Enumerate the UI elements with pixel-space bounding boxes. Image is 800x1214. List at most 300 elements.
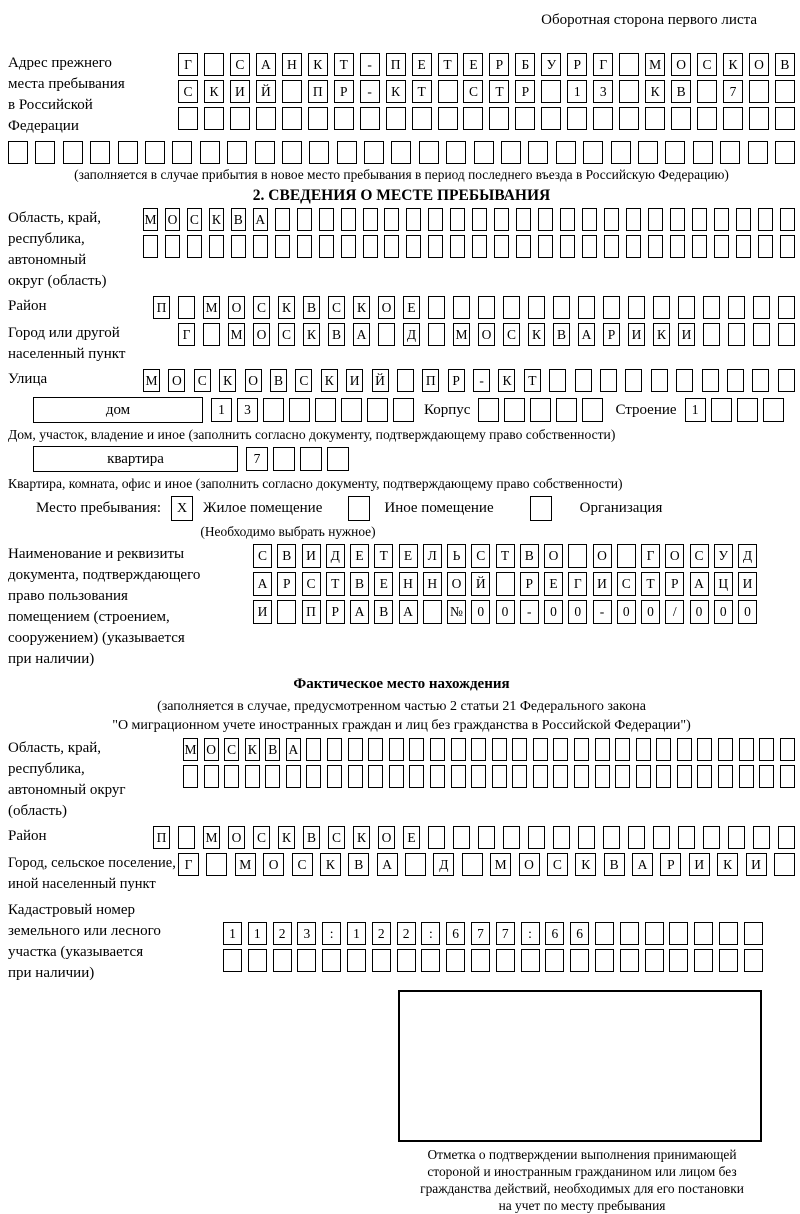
char-box: 0	[544, 600, 563, 624]
char-box	[430, 738, 445, 761]
char-box: С	[295, 369, 312, 392]
char-box	[256, 107, 276, 130]
char-box	[694, 922, 713, 945]
char-box	[419, 141, 439, 164]
char-box	[203, 323, 220, 346]
char-box: В	[350, 572, 369, 596]
char-box	[453, 826, 470, 849]
char-box: 6	[446, 922, 465, 945]
char-box: №	[447, 600, 466, 624]
char-box	[286, 765, 301, 788]
char-box: 0	[714, 600, 733, 624]
char-box	[393, 398, 414, 422]
char-box: В	[553, 323, 570, 346]
char-box	[600, 369, 617, 392]
street-grid	[143, 369, 795, 392]
char-box: Е	[544, 572, 563, 596]
char-box	[676, 369, 693, 392]
char-box	[625, 369, 642, 392]
char-box	[462, 853, 483, 876]
char-box	[780, 765, 795, 788]
char-box	[694, 949, 713, 972]
char-box	[620, 922, 639, 945]
char-box	[753, 323, 770, 346]
label-line: Федерации	[8, 118, 79, 134]
char-box	[604, 235, 619, 258]
char-box: О	[544, 544, 563, 568]
char-box: -	[360, 53, 380, 76]
label-line: Кадастровый номер	[8, 902, 135, 918]
char-box	[678, 826, 695, 849]
char-box: 7	[471, 922, 490, 945]
char-box	[530, 398, 551, 422]
char-box	[204, 53, 224, 76]
char-box	[178, 826, 195, 849]
char-box: 1	[347, 922, 366, 945]
char-box	[438, 80, 458, 103]
actual-region-grid	[183, 738, 795, 788]
char-box	[428, 208, 443, 231]
char-box	[327, 765, 342, 788]
label-line: земельного или лесного	[8, 923, 161, 939]
char-box	[697, 80, 717, 103]
char-box	[626, 235, 641, 258]
char-box: С	[278, 323, 295, 346]
char-box: Д	[326, 544, 345, 568]
char-box: О	[593, 544, 612, 568]
char-box	[512, 738, 527, 761]
char-box	[697, 765, 712, 788]
char-box	[165, 235, 180, 258]
char-box	[501, 141, 521, 164]
city-label	[8, 323, 178, 365]
char-box	[275, 235, 290, 258]
char-box	[619, 53, 639, 76]
other-premises-label: Иное помещение	[384, 500, 494, 516]
char-box	[474, 141, 494, 164]
char-box: Л	[423, 544, 442, 568]
char-box	[549, 369, 566, 392]
char-box	[282, 80, 302, 103]
char-box	[63, 141, 83, 164]
char-box: М	[183, 738, 198, 761]
char-box	[209, 235, 224, 258]
label-line: при наличии)	[8, 651, 95, 667]
char-box: К	[528, 323, 545, 346]
char-box	[341, 208, 356, 231]
char-box: Г	[178, 853, 199, 876]
char-box	[516, 235, 531, 258]
page-side-note: Оборотная сторона первого листа	[541, 12, 757, 28]
char-box: Б	[515, 53, 535, 76]
char-box: Р	[334, 80, 354, 103]
char-box	[651, 369, 668, 392]
char-box: Г	[178, 323, 195, 346]
char-box	[617, 544, 636, 568]
char-box: 2	[372, 922, 391, 945]
char-box: 6	[545, 922, 564, 945]
char-box: М	[143, 208, 158, 231]
char-box: У	[714, 544, 733, 568]
char-box	[759, 765, 774, 788]
label-line: Область, край,	[8, 740, 102, 756]
actual-region-block	[8, 738, 795, 822]
char-box	[118, 141, 138, 164]
char-box: 1	[223, 922, 242, 945]
actual-district-block	[8, 826, 795, 849]
char-box	[389, 765, 404, 788]
char-box: В	[520, 544, 539, 568]
label-line: Адрес прежнего	[8, 55, 112, 71]
char-box: А	[253, 572, 272, 596]
char-box: Е	[399, 544, 418, 568]
char-box: Д	[403, 323, 420, 346]
char-box	[753, 296, 770, 319]
char-box: -	[593, 600, 612, 624]
residential-label: Жилое помещение	[203, 500, 323, 516]
stay-type-label: Место пребывания:	[36, 500, 161, 516]
char-box	[472, 208, 487, 231]
char-box: Т	[334, 53, 354, 76]
char-box: Н	[423, 572, 442, 596]
char-box: Р	[489, 53, 509, 76]
char-box	[494, 235, 509, 258]
char-box	[363, 208, 378, 231]
char-box	[386, 107, 406, 130]
char-box	[578, 826, 595, 849]
district-label: Район	[8, 298, 47, 314]
char-box: О	[253, 323, 270, 346]
char-box	[545, 949, 564, 972]
char-box: Г	[641, 544, 660, 568]
char-box: Р	[665, 572, 684, 596]
char-box	[423, 600, 442, 624]
char-box: С	[503, 323, 520, 346]
char-box	[397, 369, 414, 392]
apartment-block	[33, 446, 795, 472]
char-box: С	[224, 738, 239, 761]
actual-location-note	[8, 697, 795, 735]
char-box: К	[717, 853, 738, 876]
char-box: К	[219, 369, 236, 392]
char-box	[245, 765, 260, 788]
char-box	[648, 235, 663, 258]
char-box: И	[678, 323, 695, 346]
char-box	[446, 141, 466, 164]
char-box: И	[253, 600, 272, 624]
char-box: :	[322, 922, 341, 945]
char-box	[671, 107, 691, 130]
char-box	[503, 826, 520, 849]
char-box	[744, 949, 763, 972]
char-box	[568, 544, 587, 568]
char-box	[406, 235, 421, 258]
char-box: Е	[403, 826, 420, 849]
char-box	[275, 208, 290, 231]
char-box: Г	[593, 53, 613, 76]
char-box	[503, 296, 520, 319]
char-box	[774, 853, 795, 876]
char-box: С	[617, 572, 636, 596]
char-box: Г	[568, 572, 587, 596]
char-box: К	[653, 323, 670, 346]
char-box	[692, 208, 707, 231]
prev-address-label	[8, 53, 178, 137]
char-box	[227, 141, 247, 164]
label-line: республика,	[8, 231, 85, 247]
char-box	[763, 398, 784, 422]
prev-address-row-3	[178, 107, 795, 130]
actual-city-block	[8, 853, 795, 895]
char-box	[553, 296, 570, 319]
char-box	[360, 107, 380, 130]
char-box	[187, 235, 202, 258]
char-box: 7	[246, 447, 268, 471]
char-box	[230, 107, 250, 130]
char-box	[178, 107, 198, 130]
char-box	[615, 738, 630, 761]
char-box: М	[645, 53, 665, 76]
char-box	[363, 235, 378, 258]
char-box	[478, 398, 499, 422]
char-box: С	[253, 826, 270, 849]
char-box: Р	[277, 572, 296, 596]
char-box	[463, 107, 483, 130]
char-box	[334, 107, 354, 130]
char-box: Й	[471, 572, 490, 596]
char-box	[653, 296, 670, 319]
region-label	[8, 208, 143, 292]
char-box	[611, 141, 631, 164]
char-box: А	[253, 208, 268, 231]
char-box	[648, 208, 663, 231]
char-box	[628, 826, 645, 849]
char-box: И	[302, 544, 321, 568]
char-box	[677, 765, 692, 788]
char-box: Т	[496, 544, 515, 568]
char-box	[372, 949, 391, 972]
char-box	[778, 826, 795, 849]
document-grid	[253, 544, 757, 624]
char-box: -	[520, 600, 539, 624]
document-block	[8, 544, 795, 670]
stroenie-row	[685, 398, 784, 422]
char-box: О	[519, 853, 540, 876]
char-box: И	[628, 323, 645, 346]
char-box	[204, 765, 219, 788]
char-box: Т	[374, 544, 393, 568]
char-box	[496, 572, 515, 596]
cadastral-label	[8, 900, 223, 984]
char-box: О	[245, 369, 262, 392]
char-box: К	[498, 369, 515, 392]
char-box	[575, 369, 592, 392]
char-box: А	[578, 323, 595, 346]
char-box	[656, 765, 671, 788]
confirmation-caption	[396, 1146, 768, 1214]
char-box: К	[645, 80, 665, 103]
char-box	[723, 107, 743, 130]
char-box	[692, 235, 707, 258]
char-box: Р	[326, 600, 345, 624]
char-box: Д	[433, 853, 454, 876]
char-box: В	[775, 53, 795, 76]
char-box: С	[302, 572, 321, 596]
char-box: А	[256, 53, 276, 76]
char-box	[669, 922, 688, 945]
char-box	[145, 141, 165, 164]
char-box	[368, 765, 383, 788]
house-block	[33, 397, 755, 423]
char-box: 0	[568, 600, 587, 624]
char-box	[309, 141, 329, 164]
char-box	[496, 949, 515, 972]
char-box	[645, 949, 664, 972]
region-row-2	[143, 235, 795, 258]
char-box: Ь	[447, 544, 466, 568]
char-box: 3	[593, 80, 613, 103]
char-box: М	[228, 323, 245, 346]
char-box: Р	[515, 80, 535, 103]
char-box	[512, 765, 527, 788]
char-box	[780, 738, 795, 761]
char-box	[718, 738, 733, 761]
char-box: И	[689, 853, 710, 876]
char-box	[265, 765, 280, 788]
actual-region-row-1	[183, 738, 795, 761]
char-box: :	[421, 922, 440, 945]
char-box: С	[194, 369, 211, 392]
char-box: 1	[211, 398, 232, 422]
char-box: П	[422, 369, 439, 392]
char-box	[780, 208, 795, 231]
char-box	[703, 296, 720, 319]
char-box	[653, 826, 670, 849]
char-box	[489, 107, 509, 130]
korpus-row	[478, 398, 603, 422]
char-box: К	[209, 208, 224, 231]
char-box	[778, 369, 795, 392]
char-box	[778, 296, 795, 319]
char-box: Р	[567, 53, 587, 76]
char-box: Д	[738, 544, 757, 568]
char-box	[582, 235, 597, 258]
char-box: С	[697, 53, 717, 76]
char-box	[714, 235, 729, 258]
char-box	[553, 738, 568, 761]
char-box	[678, 296, 695, 319]
char-box	[728, 296, 745, 319]
char-box	[224, 765, 239, 788]
label-line: Город или другой	[8, 325, 120, 341]
char-box	[341, 235, 356, 258]
document-row-3	[253, 600, 757, 624]
char-box: 6	[570, 922, 589, 945]
char-box: А	[286, 738, 301, 761]
char-box: 0	[641, 600, 660, 624]
char-box	[711, 398, 732, 422]
label-line: автономный	[8, 252, 87, 268]
char-box	[628, 296, 645, 319]
char-box	[223, 949, 242, 972]
char-box: Й	[256, 80, 276, 103]
char-box: 0	[690, 600, 709, 624]
char-box: 0	[738, 600, 757, 624]
district-row	[153, 296, 795, 319]
label-line: (заполняется в случае, предусмотренном частью 2 статьи 21 Федерального закона	[157, 699, 646, 714]
char-box	[780, 235, 795, 258]
char-box: 2	[397, 922, 416, 945]
char-box	[409, 738, 424, 761]
char-box: В	[303, 826, 320, 849]
char-box	[384, 235, 399, 258]
char-box	[739, 738, 754, 761]
char-box: Ц	[714, 572, 733, 596]
char-box	[515, 107, 535, 130]
char-box: О	[665, 544, 684, 568]
char-box	[438, 107, 458, 130]
section2-title: 2. СВЕДЕНИЯ О МЕСТЕ ПРЕБЫВАНИЯ	[252, 187, 551, 204]
apartment-row	[246, 447, 349, 471]
char-box: В	[270, 369, 287, 392]
city-block	[8, 323, 795, 365]
char-box: С	[328, 826, 345, 849]
char-box	[758, 235, 773, 258]
char-box	[391, 141, 411, 164]
char-box	[528, 296, 545, 319]
char-box: 2	[273, 922, 292, 945]
char-box: Й	[372, 369, 389, 392]
char-box: И	[593, 572, 612, 596]
label-line: Отметка о подтверждении выполнения принимающей	[427, 1147, 737, 1162]
char-box	[319, 235, 334, 258]
char-box	[574, 738, 589, 761]
char-box: 1	[685, 398, 706, 422]
char-box	[556, 141, 576, 164]
char-box	[263, 398, 284, 422]
char-box	[583, 141, 603, 164]
label-line: республика,	[8, 761, 85, 777]
actual-city-label	[8, 853, 178, 895]
korpus-label: Корпус	[424, 401, 471, 418]
char-box: Н	[399, 572, 418, 596]
label-line: право пользования	[8, 588, 128, 604]
actual-district-label: Район	[8, 828, 47, 844]
stay-type-block	[36, 496, 795, 521]
prev-address-note: (заполняется в случае прибытия в новое место пребывания в период последнего въезда в Российскую Федерацию)	[74, 167, 729, 182]
char-box	[348, 738, 363, 761]
char-box	[306, 765, 321, 788]
char-box	[749, 107, 769, 130]
char-box	[703, 323, 720, 346]
char-box: 1	[248, 922, 267, 945]
char-box	[378, 323, 395, 346]
char-box	[384, 208, 399, 231]
char-box	[538, 235, 553, 258]
char-box: С	[328, 296, 345, 319]
char-box	[775, 107, 795, 130]
prev-address-row-4	[8, 141, 795, 164]
char-box: Е	[403, 296, 420, 319]
char-box	[446, 949, 465, 972]
city-row	[178, 323, 795, 346]
char-box: Т	[641, 572, 660, 596]
char-box: С	[178, 80, 198, 103]
char-box: 0	[496, 600, 515, 624]
char-box: В	[328, 323, 345, 346]
char-box: К	[303, 323, 320, 346]
char-box: К	[353, 826, 370, 849]
